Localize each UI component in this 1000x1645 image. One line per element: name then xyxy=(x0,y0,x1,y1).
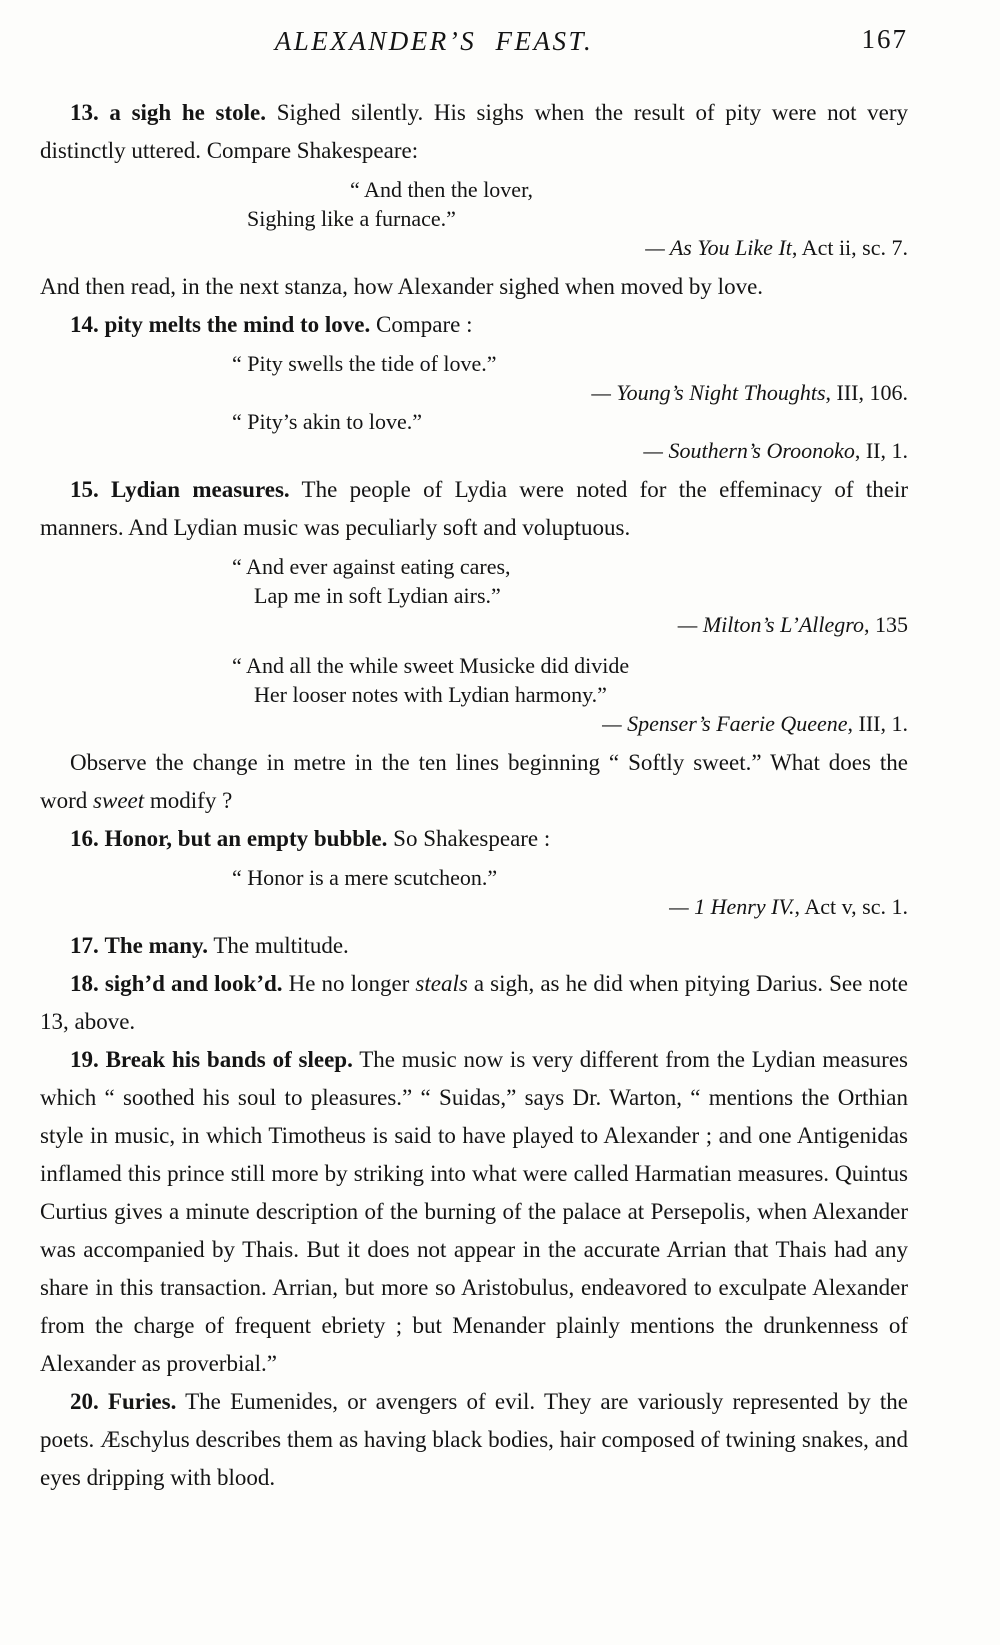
note-16-number: 16. xyxy=(70,826,99,851)
note-17-lemma: The many. xyxy=(104,933,209,958)
quote-attribution xyxy=(40,610,908,639)
quote-line: “ Honor is a mere scutcheon.” xyxy=(232,865,498,890)
page-number: 167 xyxy=(861,24,908,54)
note-20-text: The Eumenides, or avengers of evil. They are variously represented by the poets. Æschylus describes them as having black bodies, hair composed of twining snakes, and eyes dripping with blood. xyxy=(40,1389,909,1490)
note-14-lemma: pity melts the mind to love. xyxy=(104,312,371,337)
note-13-quotation xyxy=(40,175,908,262)
attribution-source: — 1 Henry IV. xyxy=(669,894,795,919)
quote-attribution xyxy=(40,709,908,738)
note-18-text-before: He no longer xyxy=(288,971,416,996)
note-14-quotations xyxy=(40,349,908,465)
note-13-text: Sighed silently. His sighs when the result of pity were not very distinctly uttered. Compare Shakespeare: xyxy=(40,100,909,163)
note-13-continuation: And then read, in the next stanza, how Alexander sighed when moved by love. xyxy=(40,274,764,299)
note-15-quotation-2 xyxy=(40,651,908,738)
note-17-text: The multitude. xyxy=(213,933,349,958)
attribution-source: — Young’s Night Thoughts xyxy=(591,380,826,405)
attribution-source: — As You Like It xyxy=(645,235,792,260)
note-17-paragraph xyxy=(40,927,908,965)
quote-line: “ Pity swells the tide of love.” xyxy=(232,351,497,376)
observe-paragraph xyxy=(40,744,908,820)
attribution-locator: , II, 1. xyxy=(854,438,908,463)
note-16-lemma: Honor, but an empty bubble. xyxy=(104,826,388,851)
note-16-quotation xyxy=(40,863,908,921)
note-18-lemma: sigh’d and look’d. xyxy=(104,971,283,996)
quote-line: “ Pity’s akin to love.” xyxy=(232,409,423,434)
note-15-lemma: Lydian measures. xyxy=(111,477,290,502)
note-15-paragraph xyxy=(40,471,908,547)
note-20-number: 20. xyxy=(70,1389,99,1414)
note-14-text: Compare : xyxy=(376,312,473,337)
note-19-lemma: Break his bands of sleep. xyxy=(105,1047,353,1072)
note-14-paragraph xyxy=(40,306,908,344)
attribution-source: — Milton’s L’Allegro xyxy=(677,612,864,637)
quote-line: “ And ever against eating cares, xyxy=(232,554,511,579)
attribution-locator: , III, 106. xyxy=(825,380,908,405)
note-13-lemma: a sigh he stole. xyxy=(109,100,267,125)
note-13-paragraph xyxy=(40,94,908,170)
attribution-source: — Southern’s Oroonoko xyxy=(643,438,855,463)
note-15-text: The people of Lydia were noted for the effeminacy of their manners. And Lydian music was peculiarly soft and voluptuous. xyxy=(40,477,908,540)
quote-line: Sighing like a furnace.” xyxy=(247,206,456,231)
note-18-number: 18. xyxy=(70,971,99,996)
note-19-text: The music now is very different from the Lydian measures which “ soothed his soul to pleasures.” “ Suidas,” says Dr. Warton, “ mentions the Orthian style in music, in which Timotheus is said to have played to Alexander ; and one Antigenidas inflamed this prince still more by striking into what were called Harmatian measures. Quintus Curtius gives a minute description of the burning of the palace at Persepolis, when Alexander was accompanied by Thais. But it does not appear in the accurate Arrian that Thais had any share in this transaction. Arrian, but more so Aristobulus, endeavored to exculpate Alexander from the charge of frequent ebriety ; but Menander plainly mentions the drunkenness of Alexander as proverbial.” xyxy=(40,1047,908,1376)
quote-attribution xyxy=(40,892,908,921)
note-16-paragraph xyxy=(40,820,908,858)
note-18-italic-word: steals xyxy=(415,971,468,996)
quote-attribution xyxy=(40,436,908,465)
note-15-quotation-1 xyxy=(40,552,908,639)
note-14-number: 14. xyxy=(70,312,99,337)
note-18-text-after: a sigh, as he did when pitying Darius. See note 13, above. xyxy=(40,971,908,1034)
note-16-text: So Shakespeare : xyxy=(393,826,551,851)
attribution-locator: , Act v, sc. 1. xyxy=(794,894,908,919)
attribution-locator: , 135 xyxy=(864,612,908,637)
quote-line: Her looser notes with Lydian harmony.” xyxy=(254,682,607,707)
quote-line: “ And then the lover, xyxy=(350,177,534,202)
note-17-number: 17. xyxy=(70,933,99,958)
attribution-source: — Spenser’s Faerie Queene xyxy=(602,711,848,736)
running-head xyxy=(40,22,908,66)
observe-text-before: Observe the change in metre in the ten lines beginning “ Softly sweet.” What does the word xyxy=(40,750,908,813)
observe-text-after: modify ? xyxy=(144,788,233,813)
note-20-lemma: Furies. xyxy=(107,1389,177,1414)
note-15-number: 15. xyxy=(70,477,99,502)
attribution-locator: , III, 1. xyxy=(847,711,908,736)
quote-attribution xyxy=(40,233,908,262)
note-20-paragraph xyxy=(40,1383,908,1497)
observe-italic-word: sweet xyxy=(93,788,145,813)
page-title: ALEXANDER’S FEAST. xyxy=(274,26,594,56)
quote-attribution xyxy=(40,378,908,407)
attribution-locator: , Act ii, sc. 7. xyxy=(791,235,908,260)
note-19-paragraph xyxy=(40,1041,908,1383)
note-19-number: 19. xyxy=(70,1047,99,1072)
quote-line: Lap me in soft Lydian airs.” xyxy=(254,583,501,608)
note-13-number: 13. xyxy=(70,100,99,125)
note-18-paragraph xyxy=(40,965,908,1041)
quote-line: “ And all the while sweet Musicke did divide xyxy=(232,653,630,678)
